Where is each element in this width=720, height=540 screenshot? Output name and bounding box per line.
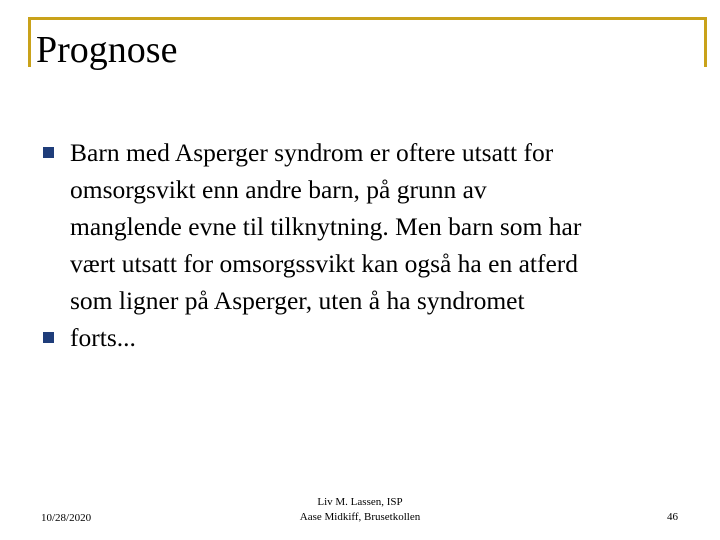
bullet-line: manglende evne til tilknytning. Men barn som har [70,212,582,241]
footer-author-line: Aase Midkiff, Brusetkollen [299,511,421,523]
title-frame-top-line [28,17,707,20]
title-frame-right-line [704,17,707,67]
footer-date: 10/28/2020 [41,512,92,524]
bullet-line: vært utsatt for omsorgssvikt kan også ha en atferd [70,249,579,278]
bullet-line: Barn med Asperger syndrom er oftere utsatt for [70,138,554,167]
bullet-list [40,134,690,356]
title-frame-left-line [28,17,31,67]
slide-title: Prognose [36,29,178,71]
footer-authors [260,495,460,525]
footer-author-line: Liv M. Lassen, ISP [317,496,403,508]
bullet-item [40,134,690,319]
square-bullet-icon [43,147,54,158]
bullet-line: omsorgsvikt enn andre barn, på grunn av [70,175,487,204]
bullet-item [40,319,690,356]
bullet-line: som ligner på Asperger, uten å ha syndromet [70,286,525,315]
square-bullet-icon [43,332,54,343]
bullet-line: forts... [70,323,136,352]
page-number: 46 [667,511,678,523]
